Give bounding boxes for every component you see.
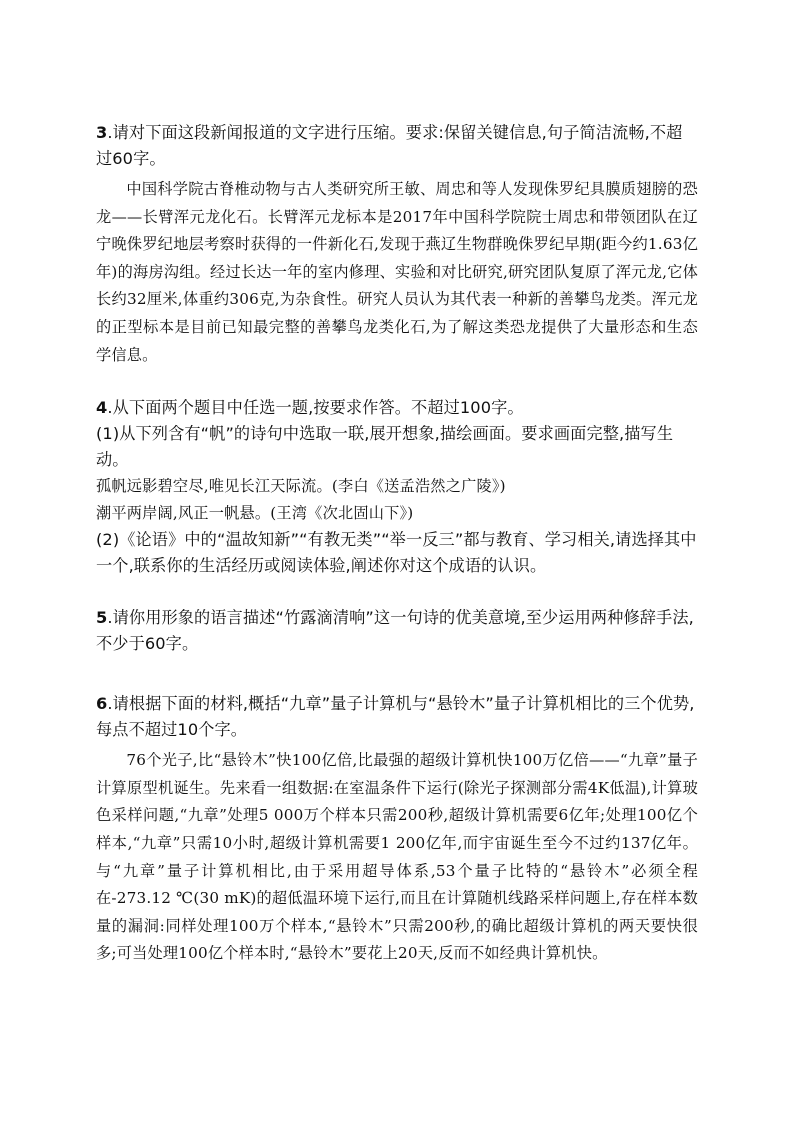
question-4-option-2: (2)《论语》中的“温故知新”“有教无类”“举一反三”都与教育、学习相关,请选择其中一个,联系你的生活经历或阅读体验,阐述你对这个成语的认识。	[96, 530, 697, 576]
question-6-prompt	[96, 691, 698, 743]
question-5-number: 5	[96, 608, 108, 628]
question-4-text: .从下面两个题目中任选一题,按要求作答。不超过100字。	[107, 398, 524, 418]
spacer	[96, 579, 698, 605]
question-4-option-1: (1)从下列含有“帆”的诗句中选取一联,展开想象,描绘画面。要求画面完整,描写生动。	[96, 424, 674, 470]
question-4-number: 4	[96, 398, 108, 418]
question-3	[96, 120, 698, 369]
question-3-prompt	[96, 120, 698, 172]
spacer	[96, 657, 698, 691]
question-5	[96, 605, 698, 657]
question-5-prompt	[96, 605, 698, 657]
question-6	[96, 691, 698, 968]
spacer	[96, 369, 698, 395]
question-4	[96, 395, 698, 579]
question-3-text: .请对下面这段新闻报道的文字进行压缩。要求:保留关键信息,句子简洁流畅,不超过60字。	[96, 123, 683, 168]
document-page	[96, 120, 698, 968]
poem-line-1: 孤帆远影碧空尽,唯见长江天际流。(李白《送孟浩然之广陵》)	[96, 477, 506, 496]
question-3-number: 3	[96, 123, 108, 142]
question-6-number: 6	[96, 694, 108, 714]
poem-line-2: 潮平两岸阔,风正一帆悬。(王湾《次北固山下》)	[96, 504, 414, 523]
question-3-passage: 中国科学院古脊椎动物与古人类研究所王敏、周忠和等人发现侏罗纪具膜质翅膀的恐龙——长臂浑元龙化石。长臂浑元龙标本是2017年中国科学院院士周忠和带领团队在辽宁晚侏罗纪地层考察时获得的一件新化石,发现于燕辽生物群晚侏罗纪早期(距今约1.63亿年)的海房沟组。经过长达一年的室内修理、实验和对比研究,研究团队复原了浑元龙,它体长约32厘米,体重约306克,为杂食性。研究人员认为其代表一种新的善攀鸟龙类。浑元龙的正型标本是目前已知最完整的善攀鸟龙类化石,为了解这类恐龙提供了大量形态和生态学信息。	[96, 180, 698, 364]
question-5-text: .请你用形象的语言描述“竹露滴清响”这一句诗的优美意境,至少运用两种修辞手法,不少于60字。	[96, 608, 694, 654]
question-6-passage: 76个光子,比“悬铃木”快100亿倍,比最强的超级计算机快100万亿倍——“九章”量子计算原型机诞生。先来看一组数据:在室温条件下运行(除光子探测部分需4K低温),计算玻色采样问题,“九章”处理5 000万个样本只需200秒,超级计算机需要6亿年;处理100亿个样本,“九章”只需10小时,超级计算机需要1 200亿年,而宇宙诞生至今不过约137亿年。与“九章”量子计算机相比,由于采用超导体系,53个量子比特的“悬铃木”必须全程在-273.12 ℃(30 mK)的超低温环境下运行,而且在计算随机线路采样问题上,存在样本数量的漏洞:同样处理100万个样本,“悬铃木”只需200秒,的确比超级计算机的两天要快很多;可当处理100亿个样本时,“悬铃木”要花上20天,反而不如经典计算机快。	[96, 751, 698, 963]
question-4-prompt	[96, 395, 698, 421]
question-6-text: .请根据下面的材料,概括“九章”量子计算机与“悬铃木”量子计算机相比的三个优势,每点不超过10个字。	[96, 694, 695, 740]
